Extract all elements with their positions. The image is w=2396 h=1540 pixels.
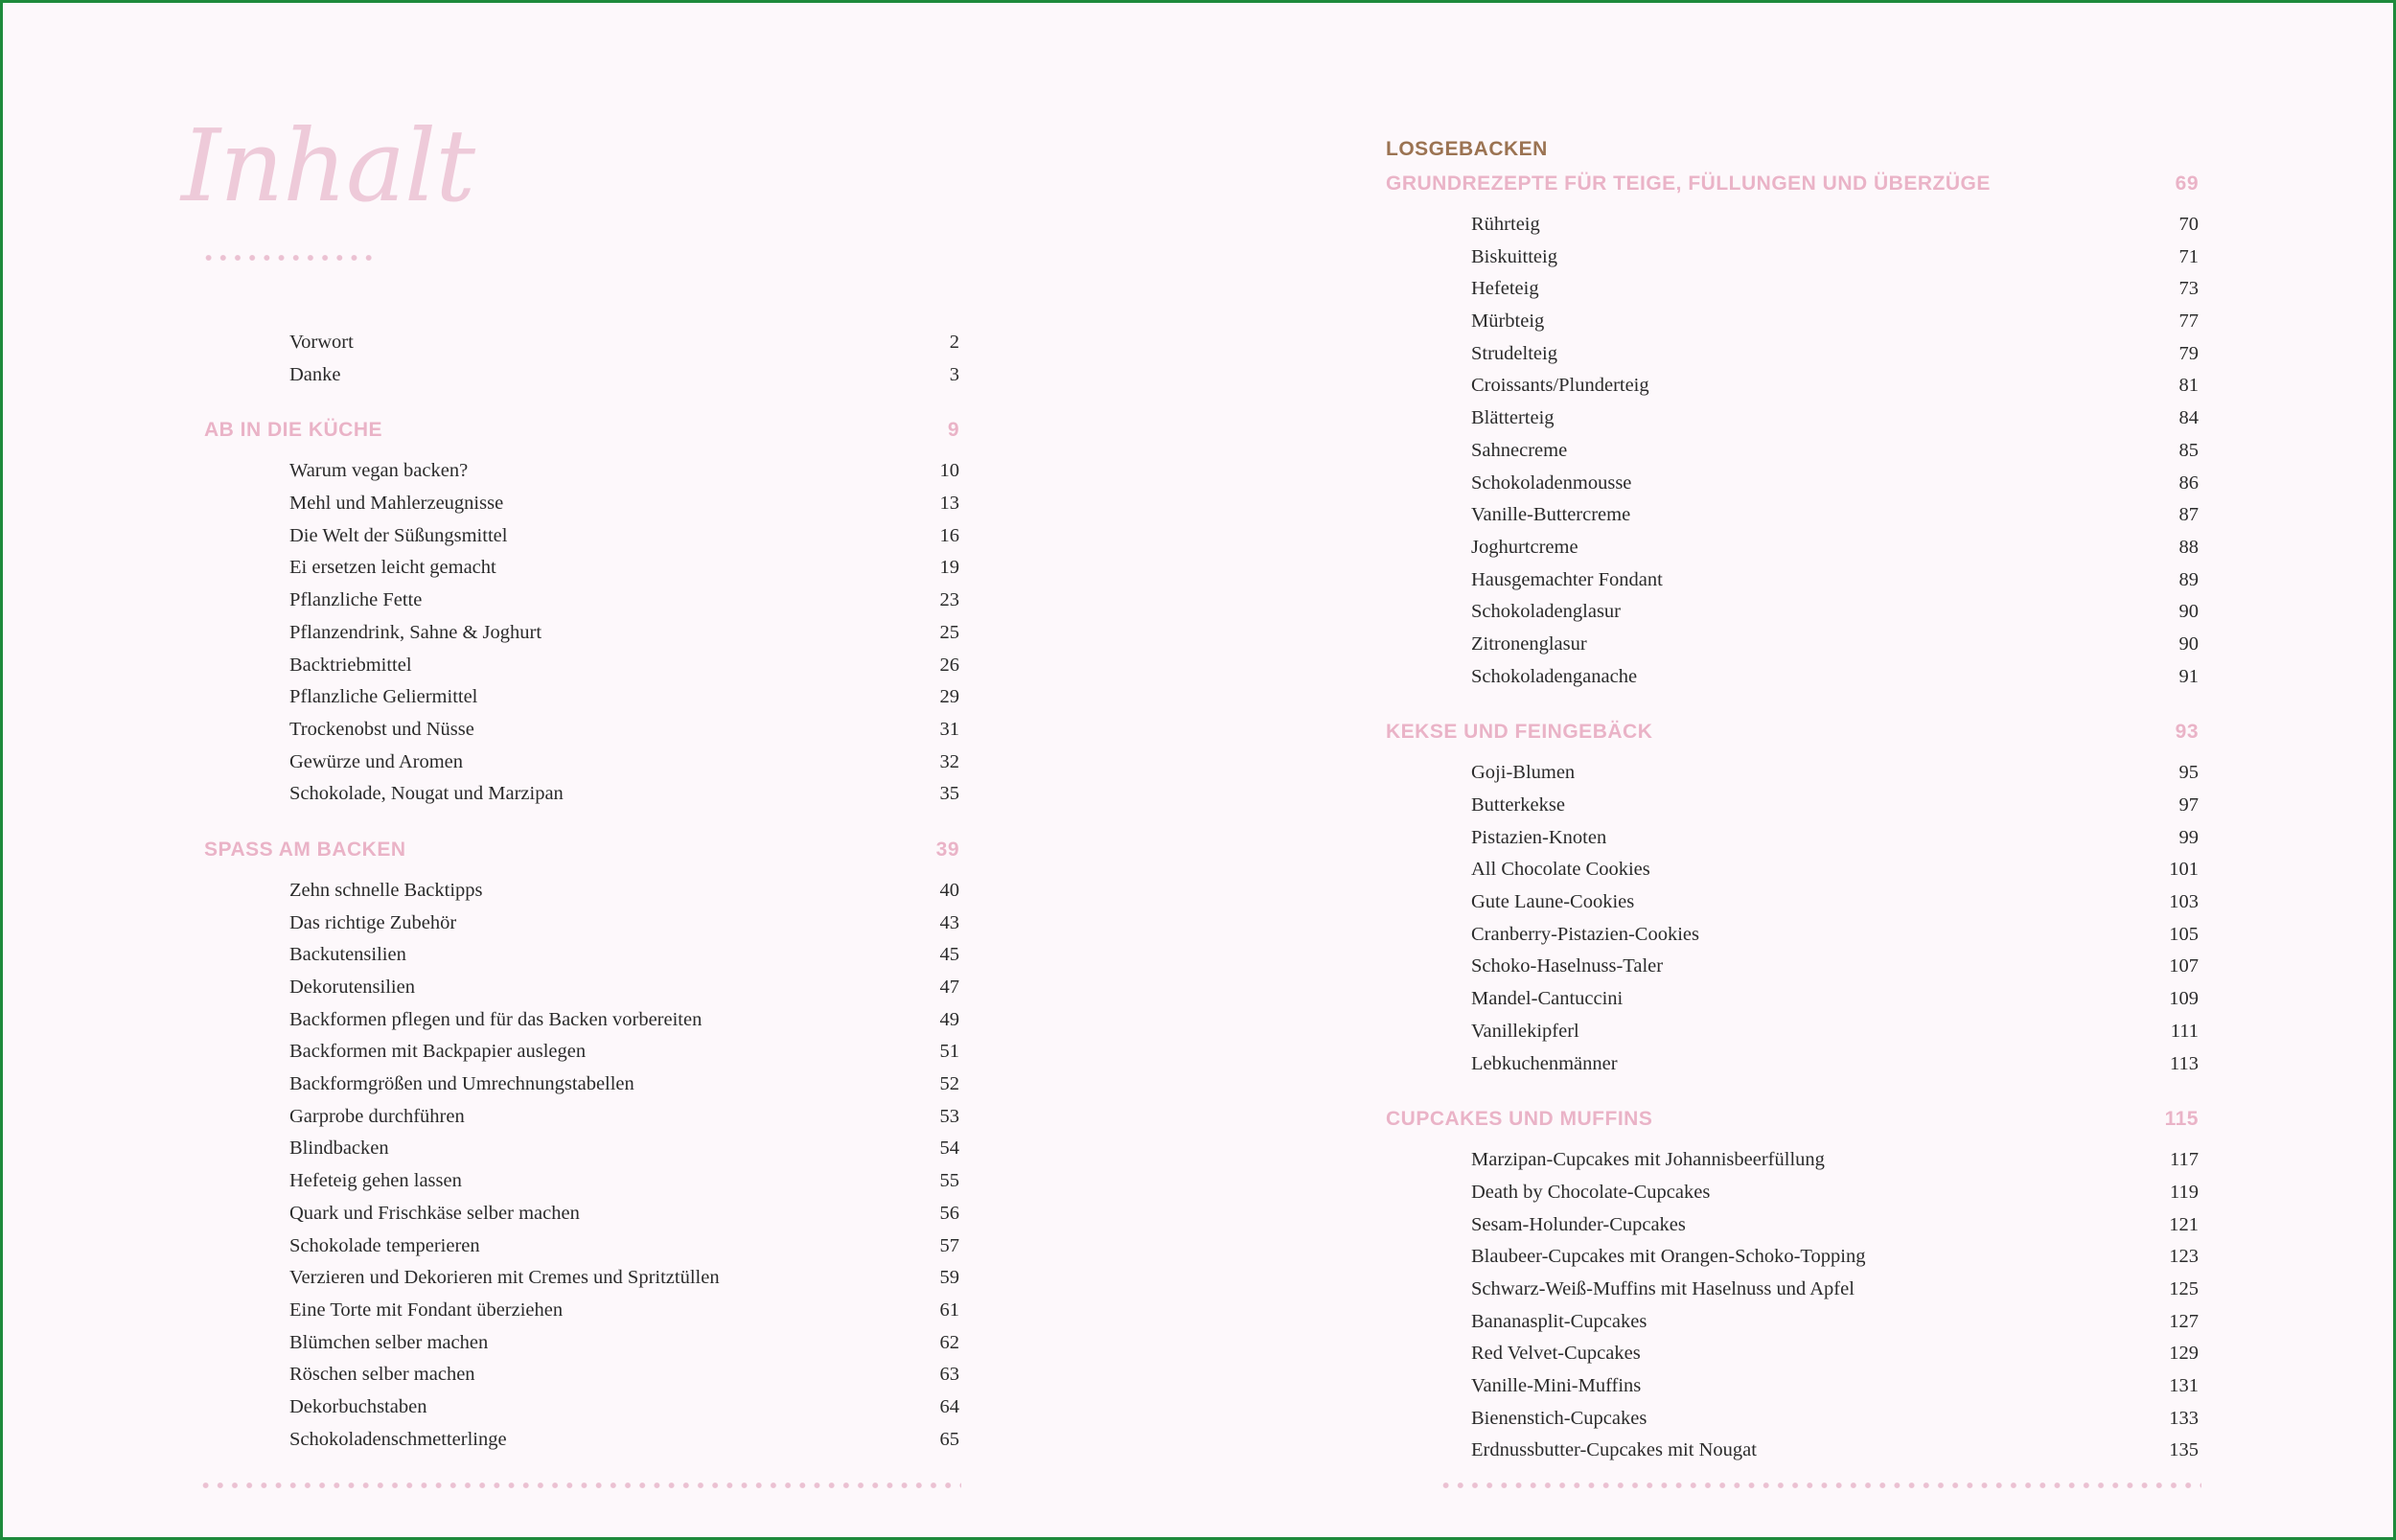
entry-label: Butterkekse — [1471, 794, 1565, 816]
entry-page: 123 — [2169, 1246, 2199, 1268]
toc-entry[interactable] — [204, 359, 959, 392]
entry-page: 117 — [2170, 1149, 2199, 1171]
section-page: 9 — [947, 419, 959, 442]
toc-entry[interactable] — [1386, 983, 2199, 1016]
toc-entry[interactable] — [1386, 1177, 2199, 1209]
entry-label: Vorwort — [289, 332, 354, 353]
entry-label: Biskuitteig — [1471, 245, 1557, 267]
toc-entry[interactable] — [204, 972, 959, 1004]
entry-page: 103 — [2169, 891, 2199, 913]
toc-section-spass-am-backen — [204, 831, 959, 1456]
section-page: 93 — [2175, 721, 2199, 744]
entry-label: Mürbteig — [1471, 310, 1545, 333]
entry-page: 88 — [2178, 536, 2199, 558]
footer-dot-divider-left — [198, 1482, 961, 1489]
entry-label: Hefeteig gehen lassen — [289, 1170, 462, 1192]
entry-label: Röschen selber machen — [289, 1364, 475, 1386]
toc-entry[interactable] — [204, 1036, 959, 1069]
entry-page: 111 — [2170, 1020, 2199, 1042]
entry-label: Backtriebmittel — [289, 654, 412, 676]
entry-label: Das richtige Zubehör — [289, 911, 457, 933]
toc-entry[interactable] — [1386, 241, 2199, 274]
toc-entry[interactable] — [204, 1165, 959, 1198]
section-entries — [204, 875, 959, 1456]
entry-label: Red Velvet-Cupcakes — [1471, 1343, 1641, 1365]
toc-entry[interactable] — [1386, 499, 2199, 532]
toc-entry[interactable] — [204, 1198, 959, 1230]
toc-entry[interactable] — [1386, 919, 2199, 952]
entry-page: 55 — [939, 1170, 959, 1192]
toc-entry[interactable] — [1386, 1016, 2199, 1048]
entry-label: Mehl und Mahlerzeugnisse — [289, 493, 504, 515]
toc-entry[interactable] — [204, 1101, 959, 1134]
section-heading[interactable] — [1386, 1100, 2199, 1138]
toc-entry[interactable] — [204, 1069, 959, 1101]
entry-label: Backformen pflegen und für das Backen vorbereiten — [289, 1008, 703, 1030]
entry-page: 107 — [2169, 955, 2199, 977]
entry-page: 51 — [939, 1041, 959, 1063]
entry-page: 43 — [939, 911, 959, 933]
section-page: 115 — [2164, 1108, 2199, 1131]
toc-entry[interactable] — [1386, 1306, 2199, 1339]
section-heading[interactable] — [204, 831, 959, 869]
entry-label: Dekorutensilien — [289, 977, 415, 998]
toc-section-kekse — [1386, 713, 2199, 1080]
entry-label: Danke — [289, 363, 341, 385]
toc-entry[interactable] — [204, 875, 959, 908]
entry-page: 113 — [2170, 1052, 2199, 1074]
section-entries — [1386, 209, 2199, 693]
entry-page: 32 — [939, 750, 959, 772]
entry-page: 10 — [939, 460, 959, 482]
toc-entry[interactable] — [204, 585, 959, 617]
entry-page: 23 — [939, 589, 959, 611]
entry-label: Backutensilien — [289, 944, 406, 966]
entry-page: 97 — [2178, 794, 2199, 816]
section-title: CUPCAKES UND MUFFINS — [1386, 1108, 1653, 1131]
toc-entry[interactable] — [204, 455, 959, 488]
entry-label: Blindbacken — [289, 1138, 389, 1160]
section-title: AB IN DIE KÜCHE — [204, 419, 383, 442]
toc-entry[interactable] — [204, 681, 959, 714]
entry-label: Lebkuchenmänner — [1471, 1052, 1618, 1074]
toc-entry[interactable] — [204, 778, 959, 811]
entry-page: 87 — [2178, 504, 2199, 526]
toc-entry[interactable] — [204, 1230, 959, 1263]
entry-label: Blümchen selber machen — [289, 1331, 489, 1353]
entry-page: 79 — [2178, 342, 2199, 364]
entry-label: Trockenobst und Nüsse — [289, 718, 474, 740]
toc-entry[interactable] — [204, 747, 959, 779]
entry-page: 16 — [939, 524, 959, 546]
toc-entry[interactable] — [1386, 564, 2199, 597]
entry-page: 40 — [939, 879, 959, 901]
entry-label: Warum vegan backen? — [289, 460, 469, 482]
toc-entry[interactable] — [204, 650, 959, 682]
entry-page: 61 — [939, 1299, 959, 1321]
entry-label: Verzieren und Dekorieren mit Cremes und Spritztüllen — [289, 1267, 720, 1289]
entry-label: Vanille-Buttercreme — [1471, 504, 1631, 526]
entry-page: 65 — [939, 1428, 959, 1450]
toc-entry[interactable] — [204, 617, 959, 650]
toc-entry[interactable] — [204, 908, 959, 940]
toc-entry[interactable] — [1386, 532, 2199, 564]
entry-page: 2 — [949, 332, 959, 353]
entry-page: 127 — [2169, 1310, 2199, 1332]
entry-label: Pflanzliche Fette — [289, 589, 423, 611]
section-heading[interactable] — [1386, 165, 2199, 203]
toc-entry[interactable] — [1386, 629, 2199, 661]
entry-page: 3 — [949, 363, 959, 385]
entry-page: 119 — [2170, 1181, 2199, 1203]
toc-entry[interactable] — [1386, 790, 2199, 822]
entry-page: 57 — [939, 1234, 959, 1256]
entry-label: Zitronenglasur — [1471, 632, 1587, 655]
toc-entry[interactable] — [204, 1359, 959, 1391]
section-title: SPASS AM BACKEN — [204, 838, 406, 861]
entry-page: 49 — [939, 1008, 959, 1030]
entry-label: Schokoladenmousse — [1471, 471, 1632, 494]
entry-label: Schokoladenschmetterlinge — [289, 1428, 507, 1450]
section-entries — [204, 455, 959, 811]
toc-entry[interactable] — [204, 1391, 959, 1424]
section-page: 69 — [2175, 172, 2199, 195]
entry-page: 56 — [939, 1202, 959, 1224]
entry-page: 13 — [939, 493, 959, 515]
section-page: 39 — [935, 838, 959, 861]
toc-entry[interactable] — [1386, 661, 2199, 694]
page-title: Inhalt — [181, 107, 475, 224]
entry-page: 105 — [2169, 923, 2199, 945]
entry-page: 81 — [2178, 375, 2199, 397]
entry-label: Sesam-Holunder-Cupcakes — [1471, 1213, 1686, 1235]
intro-list — [204, 327, 959, 391]
entry-page: 35 — [939, 783, 959, 805]
toc-entry[interactable] — [204, 939, 959, 972]
entry-page: 26 — [939, 654, 959, 676]
entry-label: Ei ersetzen leicht gemacht — [289, 557, 496, 579]
entry-page: 129 — [2169, 1343, 2199, 1365]
entry-page: 77 — [2178, 310, 2199, 333]
entry-label: Mandel-Cantuccini — [1471, 988, 1624, 1010]
footer-dot-divider-right — [1439, 1482, 2201, 1489]
entry-label: Pflanzendrink, Sahne & Joghurt — [289, 621, 542, 643]
entry-page: 70 — [2178, 214, 2199, 235]
toc-entry[interactable] — [1386, 1144, 2199, 1177]
entry-label: Schwarz-Weiß-Muffins mit Haselnuss und Apfel — [1471, 1277, 1855, 1299]
entry-page: 95 — [2178, 762, 2199, 784]
entry-page: 19 — [939, 557, 959, 579]
section-entries — [1386, 1144, 2199, 1467]
entry-label: Quark und Frischkäse selber machen — [289, 1202, 580, 1224]
toc-section-cupcakes — [1386, 1100, 2199, 1467]
entry-label: Marzipan-Cupcakes mit Johannisbeerfüllung — [1471, 1149, 1825, 1171]
entry-label: Hefeteig — [1471, 278, 1539, 300]
toc-entry[interactable] — [1386, 1370, 2199, 1403]
entry-page: 90 — [2178, 601, 2199, 623]
entry-label: Gute Laune-Cookies — [1471, 891, 1635, 913]
toc-section-ab-in-die-kueche — [204, 411, 959, 811]
toc-entry[interactable] — [204, 1424, 959, 1457]
toc-entry[interactable] — [1386, 1435, 2199, 1467]
entry-page: 62 — [939, 1331, 959, 1353]
entry-page: 63 — [939, 1364, 959, 1386]
entry-label: Schokoladenglasur — [1471, 601, 1621, 623]
entry-label: Sahnecreme — [1471, 439, 1568, 461]
toc-entry[interactable] — [1386, 822, 2199, 855]
entry-page: 121 — [2169, 1213, 2199, 1235]
entry-label: Backformen mit Backpapier auslegen — [289, 1041, 587, 1063]
entry-label: Schoko-Haselnuss-Taler — [1471, 955, 1664, 977]
toc-left-column — [204, 327, 959, 1456]
section-heading[interactable] — [204, 411, 959, 449]
toc-entry[interactable] — [1386, 1274, 2199, 1306]
entry-label: Bienenstich-Cupcakes — [1471, 1407, 1647, 1429]
toc-entry[interactable] — [1386, 370, 2199, 402]
entry-label: Eine Torte mit Fondant überziehen — [289, 1299, 564, 1321]
entry-label: Schokolade temperieren — [289, 1234, 480, 1256]
toc-entry[interactable] — [1386, 854, 2199, 886]
part-kicker: LOSGEBACKEN — [1386, 138, 1548, 160]
entry-page: 99 — [2178, 826, 2199, 848]
entry-page: 73 — [2178, 278, 2199, 300]
toc-entry[interactable] — [1386, 1241, 2199, 1274]
toc-entry[interactable] — [1386, 402, 2199, 435]
toc-entry[interactable] — [204, 714, 959, 747]
toc-entry[interactable] — [204, 520, 959, 553]
section-entries — [1386, 757, 2199, 1080]
entry-page: 59 — [939, 1267, 959, 1289]
entry-label: Dekorbuchstaben — [289, 1395, 427, 1417]
toc-entry[interactable] — [1386, 209, 2199, 241]
toc-entry[interactable] — [204, 327, 959, 359]
entry-page: 84 — [2178, 407, 2199, 429]
entry-page: 125 — [2169, 1277, 2199, 1299]
entry-page: 131 — [2169, 1375, 2199, 1396]
entry-page: 54 — [939, 1138, 959, 1160]
toc-entry[interactable] — [1386, 1209, 2199, 1242]
entry-label: Schokoladenganache — [1471, 665, 1638, 687]
toc-entry[interactable] — [204, 1004, 959, 1037]
toc-entry[interactable] — [1386, 596, 2199, 629]
entry-label: Joghurtcreme — [1471, 536, 1578, 558]
entry-page: 53 — [939, 1105, 959, 1127]
entry-page: 133 — [2169, 1407, 2199, 1429]
entry-label: Goji-Blumen — [1471, 762, 1576, 784]
entry-label: Croissants/Plunderteig — [1471, 375, 1649, 397]
section-heading[interactable] — [1386, 713, 2199, 751]
entry-page: 85 — [2178, 439, 2199, 461]
entry-page: 91 — [2178, 665, 2199, 687]
entry-label: Blaubeer-Cupcakes mit Orangen-Schoko-Topping — [1471, 1246, 1866, 1268]
entry-page: 71 — [2178, 245, 2199, 267]
entry-page: 31 — [939, 718, 959, 740]
entry-label: Schokolade, Nougat und Marzipan — [289, 783, 564, 805]
entry-label: Garprobe durchführen — [289, 1105, 465, 1127]
toc-entry[interactable] — [1386, 306, 2199, 338]
entry-page: 86 — [2178, 471, 2199, 494]
entry-label: Strudelteig — [1471, 342, 1557, 364]
title-dot-divider — [201, 254, 378, 262]
toc-entry[interactable] — [204, 1327, 959, 1360]
entry-label: Death by Chocolate-Cupcakes — [1471, 1181, 1711, 1203]
toc-entry[interactable] — [204, 488, 959, 520]
entry-page: 64 — [939, 1395, 959, 1417]
entry-page: 109 — [2169, 988, 2199, 1010]
entry-label: Vanillekipferl — [1471, 1020, 1579, 1042]
entry-page: 47 — [939, 977, 959, 998]
toc-entry[interactable] — [1386, 435, 2199, 468]
toc-entry[interactable] — [1386, 273, 2199, 306]
entry-label: Erdnussbutter-Cupcakes mit Nougat — [1471, 1439, 1757, 1461]
section-title: KEKSE UND FEINGEBÄCK — [1386, 721, 1653, 744]
toc-entry[interactable] — [1386, 338, 2199, 371]
entry-label: Pistazien-Knoten — [1471, 826, 1607, 848]
entry-label: All Chocolate Cookies — [1471, 859, 1650, 881]
entry-page: 89 — [2178, 568, 2199, 590]
entry-label: Rührteig — [1471, 214, 1540, 235]
toc-entry[interactable] — [204, 1295, 959, 1327]
entry-label: Zehn schnelle Backtipps — [289, 879, 483, 901]
toc-right-column — [1386, 133, 2199, 1467]
section-title: GRUNDREZEPTE FÜR TEIGE, FÜLLUNGEN UND ÜBERZÜGE — [1386, 172, 1991, 195]
entry-page: 135 — [2169, 1439, 2199, 1461]
toc-entry[interactable] — [1386, 886, 2199, 919]
entry-label: Backformgrößen und Umrechnungstabellen — [289, 1073, 634, 1095]
entry-page: 29 — [939, 686, 959, 708]
entry-label: Blätterteig — [1471, 407, 1555, 429]
entry-label: Pflanzliche Geliermittel — [289, 686, 478, 708]
entry-label: Vanille-Mini-Muffins — [1471, 1375, 1642, 1396]
entry-label: Die Welt der Süßungsmittel — [289, 524, 508, 546]
entry-label: Bananasplit-Cupcakes — [1471, 1310, 1647, 1332]
toc-section-grundrezepte — [1386, 165, 2199, 693]
toc-entry[interactable] — [1386, 1048, 2199, 1081]
entry-label: Hausgemachter Fondant — [1471, 568, 1663, 590]
toc-entry[interactable] — [1386, 951, 2199, 983]
toc-entry[interactable] — [1386, 468, 2199, 500]
entry-page: 90 — [2178, 632, 2199, 655]
entry-page: 45 — [939, 944, 959, 966]
toc-entry[interactable] — [1386, 1403, 2199, 1436]
entry-page: 101 — [2169, 859, 2199, 881]
toc-entry[interactable] — [1386, 757, 2199, 790]
toc-entry[interactable] — [204, 1262, 959, 1295]
entry-page: 52 — [939, 1073, 959, 1095]
toc-entry[interactable] — [1386, 1338, 2199, 1370]
entry-page: 25 — [939, 621, 959, 643]
toc-entry[interactable] — [204, 552, 959, 585]
toc-entry[interactable] — [204, 1133, 959, 1165]
entry-label: Cranberry-Pistazien-Cookies — [1471, 923, 1699, 945]
entry-label: Gewürze und Aromen — [289, 750, 464, 772]
